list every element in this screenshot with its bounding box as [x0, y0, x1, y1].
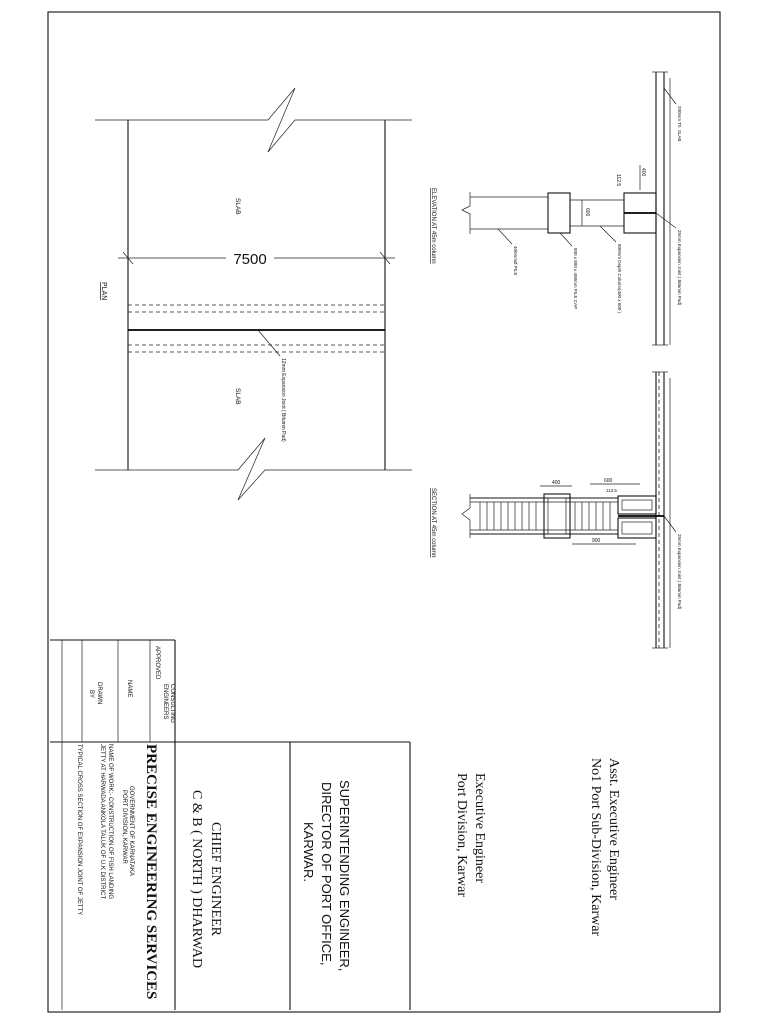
section-dim-112: 112.5 [606, 488, 617, 493]
plan-slab-bottom-label: SLAB [234, 388, 241, 405]
elevation-dim-112: 112.5 [615, 174, 621, 187]
elevation-pile-cap-note: 800 x 800 x 400mm PILE CAP [573, 248, 578, 310]
tb-approved-label: APPROVED [154, 646, 160, 680]
tb-exec-engineer-1: Executive Engineer [472, 773, 487, 884]
tb-superintending-3: KARWAR. [301, 822, 316, 882]
plan-view [95, 88, 412, 500]
tb-chief-engineer-1: CHIEF ENGINEER [208, 822, 223, 936]
elevation-slab-note: 200mm Th. SLAB [677, 106, 682, 142]
section-column-bottom [618, 518, 656, 538]
elevation-title: ELEVATION AT 45m column [430, 188, 436, 264]
tb-govt-line-2: PORT DIVISION, KARWAR [121, 790, 127, 864]
tb-govt-line-1: GOVERNMENT OF KARNATAKA [128, 786, 134, 877]
section-title: SECTION AT 45m column [430, 488, 436, 558]
tb-exec-engineer-2: Port Division, Karwar [454, 773, 469, 898]
section-view [430, 372, 682, 648]
tb-drawn-label-2: BY [88, 690, 94, 699]
elevation-dim-600: 600 [584, 208, 590, 217]
elevation-column-note: 800mm Depth Column(400 x 600 ) [617, 244, 622, 314]
title-block [50, 640, 621, 1010]
section-joint-note: 25mm Expansion Joint ( Bitumin Pad) [677, 534, 682, 610]
plan-dimension-7500: 7500 [233, 251, 267, 268]
tb-consulting-label-2: ENGINEERS [162, 684, 168, 720]
plan-joint-note: 12mm Expansion Joint ( Bitumin Pad) [280, 358, 286, 442]
tb-work-line-1: NAME OF WORK:- CONSTRUCTION OF FISH LANDING [107, 744, 113, 900]
elevation-pile-note: 400mmØ PILE [513, 246, 518, 276]
elevation-view [430, 72, 682, 345]
tb-drawing-title: TYPICAL CROSS SECTION OF EXPANSION JOINT OF JETTY [76, 744, 82, 916]
tb-asst-engineer-1: Asst. Executive Engineer [606, 758, 621, 900]
tb-drawn-label-1: DRAWN [96, 682, 102, 705]
section-dim-900: 900 [592, 538, 601, 544]
plan-slab-top-label: SLAB [234, 198, 241, 215]
plan-title: PLAN [100, 282, 107, 301]
tb-consultant-name: PRECISE ENGINEERING SERVICES [143, 744, 159, 1000]
tb-work-line-2: JETTY AT HARWADA ANKOLA TALUK OF U.K DISTRICT [99, 744, 105, 900]
section-dim-600: 600 [604, 478, 613, 484]
elevation-joint-note: 25mm Expansion Joint ( Bitumin Pad) [677, 230, 682, 306]
section-dim-400: 400 [552, 480, 561, 486]
section-column-top [618, 496, 656, 514]
bottom-break-line [95, 438, 412, 500]
tb-superintending-2: DIRECTOR OF PORT OFFICE, [319, 782, 334, 966]
top-break-line [95, 88, 412, 152]
tb-superintending-1: SUPERINTENDING ENGINEER, [337, 780, 352, 972]
tb-name-label: NAME [126, 680, 132, 698]
tb-asst-engineer-2: No1 Port Sub-Division, Karwar [588, 758, 603, 937]
section-stirrups [480, 502, 610, 530]
tb-chief-engineer-2: C & B ( NORTH ) DHARWAD [189, 790, 204, 969]
tb-consulting-label-1: CONSULTING [169, 684, 175, 723]
elevation-dim-400: 400 [640, 168, 646, 177]
elevation-pile-cap [548, 193, 570, 233]
